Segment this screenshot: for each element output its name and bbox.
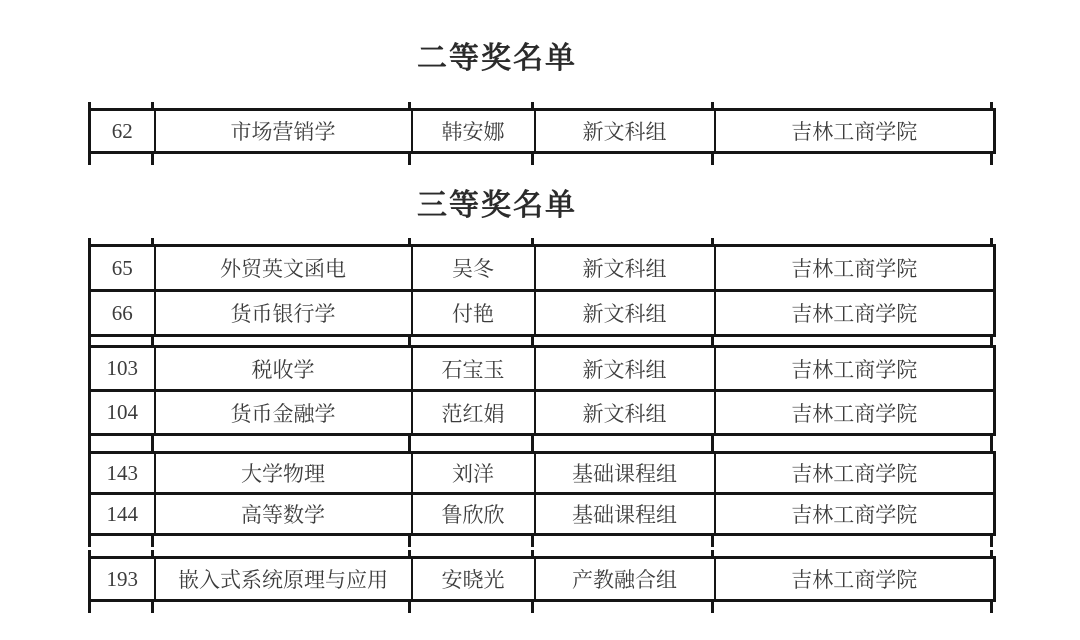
awards-table — [88, 451, 996, 536]
table-gridline-stub — [88, 102, 91, 108]
cell-course-name: 外贸英文函电 — [155, 246, 412, 291]
table-gridline-stub — [88, 445, 91, 451]
cell-institution: 吉林工商学院 — [715, 246, 995, 291]
cell-group-name: 新文科组 — [535, 246, 715, 291]
table-gridline-stub — [531, 339, 534, 345]
prize-table-fragment-third-3 — [88, 451, 993, 536]
cell-institution: 吉林工商学院 — [715, 291, 995, 336]
table-gridline-stub — [531, 536, 534, 547]
cell-entry-number: 103 — [90, 347, 155, 391]
table-gridline-stub — [408, 602, 411, 613]
table-gridline-stub — [151, 238, 154, 244]
table-gridline-stub — [151, 602, 154, 613]
table-gridline-stub — [88, 154, 91, 165]
cell-entry-number: 66 — [90, 291, 155, 336]
table-gridline-stub — [990, 154, 993, 165]
cell-group-name: 新文科组 — [535, 391, 715, 435]
cell-group-name: 基础课程组 — [535, 453, 715, 494]
table-row — [90, 291, 995, 336]
table-gridline-stub — [990, 445, 993, 451]
table-gridline-stub — [990, 536, 993, 547]
table-row — [90, 494, 995, 535]
awards-table — [88, 108, 996, 154]
table-gridline-stub — [711, 238, 714, 244]
table-gridline-stub — [88, 602, 91, 613]
cell-teacher-name: 鲁欣欣 — [412, 494, 535, 535]
table-gridline-stub — [151, 445, 154, 451]
table-gridline-stub — [990, 238, 993, 244]
cell-teacher-name: 韩安娜 — [412, 110, 535, 153]
prize-table-fragment-third-4 — [88, 556, 993, 602]
section-title-third-prize: 三等奖名单 — [417, 189, 577, 222]
table-gridline-stub — [711, 154, 714, 165]
prize-table-fragment-third-1 — [88, 244, 993, 337]
table-gridline-stub — [990, 339, 993, 345]
table-gridline-stub — [408, 154, 411, 165]
table-gridline-stub — [531, 550, 534, 556]
table-gridline-stub — [711, 445, 714, 451]
prize-table-fragment-third-2 — [88, 345, 993, 436]
cell-entry-number: 193 — [90, 558, 155, 601]
cell-institution: 吉林工商学院 — [715, 347, 995, 391]
table-gridline-stub — [151, 550, 154, 556]
cell-course-name: 高等数学 — [155, 494, 412, 535]
cell-group-name: 基础课程组 — [535, 494, 715, 535]
table-gridline-stub — [408, 536, 411, 547]
cell-course-name: 货币银行学 — [155, 291, 412, 336]
prize-table-fragment-second — [88, 108, 993, 154]
cell-entry-number: 104 — [90, 391, 155, 435]
cell-entry-number: 143 — [90, 453, 155, 494]
awards-table — [88, 244, 996, 337]
table-gridline-stub — [88, 339, 91, 345]
table-gridline-stub — [151, 339, 154, 345]
table-gridline-stub — [990, 102, 993, 108]
table-row — [90, 453, 995, 494]
cell-course-name: 市场营销学 — [155, 110, 412, 153]
cell-group-name: 新文科组 — [535, 347, 715, 391]
table-gridline-stub — [531, 154, 534, 165]
cell-course-name: 嵌入式系统原理与应用 — [155, 558, 412, 601]
cell-teacher-name: 范红娟 — [412, 391, 535, 435]
cell-teacher-name: 吴冬 — [412, 246, 535, 291]
cell-institution: 吉林工商学院 — [715, 453, 995, 494]
cell-teacher-name: 石宝玉 — [412, 347, 535, 391]
table-gridline-stub — [990, 550, 993, 556]
table-gridline-stub — [88, 238, 91, 244]
table-row — [90, 391, 995, 435]
table-gridline-stub — [408, 445, 411, 451]
table-gridline-stub — [408, 339, 411, 345]
table-gridline-stub — [711, 339, 714, 345]
table-gridline-stub — [151, 536, 154, 547]
cell-course-name: 货币金融学 — [155, 391, 412, 435]
table-gridline-stub — [408, 550, 411, 556]
table-gridline-stub — [151, 154, 154, 165]
cell-teacher-name: 付艳 — [412, 291, 535, 336]
cell-entry-number: 62 — [90, 110, 155, 153]
cell-institution: 吉林工商学院 — [715, 494, 995, 535]
cell-group-name: 新文科组 — [535, 291, 715, 336]
cell-course-name: 大学物理 — [155, 453, 412, 494]
awards-table — [88, 345, 996, 436]
table-gridline-stub — [408, 102, 411, 108]
table-gridline-stub — [711, 550, 714, 556]
cell-entry-number: 65 — [90, 246, 155, 291]
table-gridline-stub — [711, 536, 714, 547]
table-gridline-stub — [711, 102, 714, 108]
cell-institution: 吉林工商学院 — [715, 391, 995, 435]
table-gridline-stub — [531, 238, 534, 244]
table-row — [90, 246, 995, 291]
table-gridline-stub — [88, 536, 91, 547]
cell-teacher-name: 刘洋 — [412, 453, 535, 494]
cell-group-name: 新文科组 — [535, 110, 715, 153]
awards-table — [88, 556, 996, 602]
table-gridline-stub — [151, 102, 154, 108]
section-title-second-prize: 二等奖名单 — [417, 42, 577, 75]
cell-course-name: 税收学 — [155, 347, 412, 391]
table-row — [90, 347, 995, 391]
cell-group-name: 产教融合组 — [535, 558, 715, 601]
table-gridline-stub — [990, 602, 993, 613]
table-gridline-stub — [531, 445, 534, 451]
table-row — [90, 110, 995, 153]
table-gridline-stub — [531, 602, 534, 613]
cell-institution: 吉林工商学院 — [715, 110, 995, 153]
cell-entry-number: 144 — [90, 494, 155, 535]
table-gridline-stub — [408, 238, 411, 244]
cell-teacher-name: 安晓光 — [412, 558, 535, 601]
cell-institution: 吉林工商学院 — [715, 558, 995, 601]
table-gridline-stub — [88, 550, 91, 556]
table-gridline-stub — [531, 102, 534, 108]
table-gridline-stub — [711, 602, 714, 613]
table-row — [90, 558, 995, 601]
